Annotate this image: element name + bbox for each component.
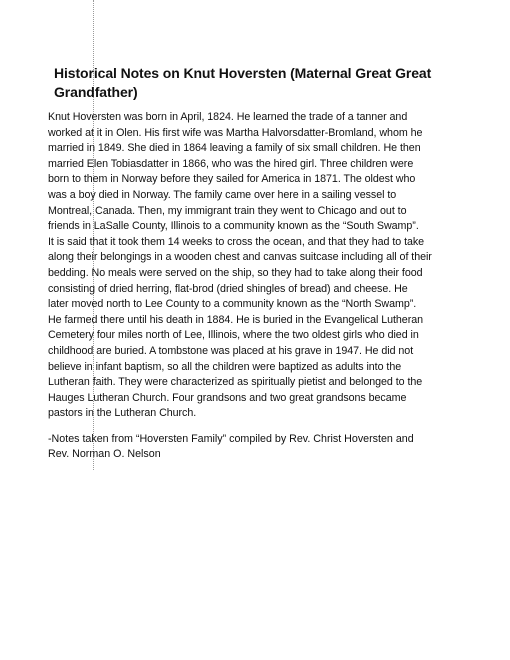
body-line: Hauges Lutheran Church. Four grandsons and two great grandsons became [48,391,407,404]
body-line: bedding. No meals were served on the ship, so they had to take along their food [48,266,423,279]
body-line: childhood are buried. A tombstone was placed at his grave in 1947. He did not [48,344,414,357]
title-line: Grandfather) [54,84,138,100]
body-line: later moved north to Lee County to a community known as the “North Swamp”. [48,298,417,311]
body-line: He farmed there until his death in 1884. He is buried in the Evangelical Lutheran [48,313,423,326]
body-line: pastors in the Lutheran Church. [48,407,197,420]
body-line: along their belongings in a wooden chest and canvas suitcase including all of their [48,251,432,264]
body-line: born to them in Norway before they sailed for America in 1871. The oldest who [48,173,416,186]
body-line: married Elen Tobiasdatter in 1866, who was the hired girl. Three children were [48,157,414,170]
body-line: consisting of dried herring, flat-brod (dried shingles of bread) and cheese. He [48,282,408,295]
body-line: Lutheran faith. They were characterized as spiritually pietist and belonged to the [48,376,423,389]
document-title [54,64,470,102]
source-line: Rev. Norman O. Nelson [48,448,161,461]
body-line: Montreal, Canada. Then, my immigrant train they went to Chicago and out to [48,204,407,217]
body-line: married in 1849. She died in 1864 leaving a family of six small children. He then [48,142,421,155]
document-page [48,64,470,463]
title-line: Historical Notes on Knut Hoversten (Maternal Great Great [54,65,432,81]
body-line: It is said that it took them 14 weeks to cross the ocean, and that they had to take [48,235,425,248]
body-paragraph [48,110,470,422]
source-note [48,432,470,463]
body-line: worked at it in Olen. His first wife was Martha Halvorsdatter-Bromland, whom he [48,126,423,139]
body-line: was a boy died in Norway. The family came over here in a sailing vessel to [48,188,397,201]
source-line: -Notes taken from “Hoversten Family” compiled by Rev. Christ Hoversten and [48,432,414,445]
body-line: Knut Hoversten was born in April, 1824. He learned the trade of a tanner and [48,111,408,123]
body-line: Cemetery four miles north of Lee, Illinois, where the two oldest girls who died in [48,329,419,342]
body-line: friends in LaSalle County, Illinois to a community known as the “South Swamp”. [48,220,419,233]
body-line: believe in infant baptism, so all the children were baptized as adults into the [48,360,402,373]
